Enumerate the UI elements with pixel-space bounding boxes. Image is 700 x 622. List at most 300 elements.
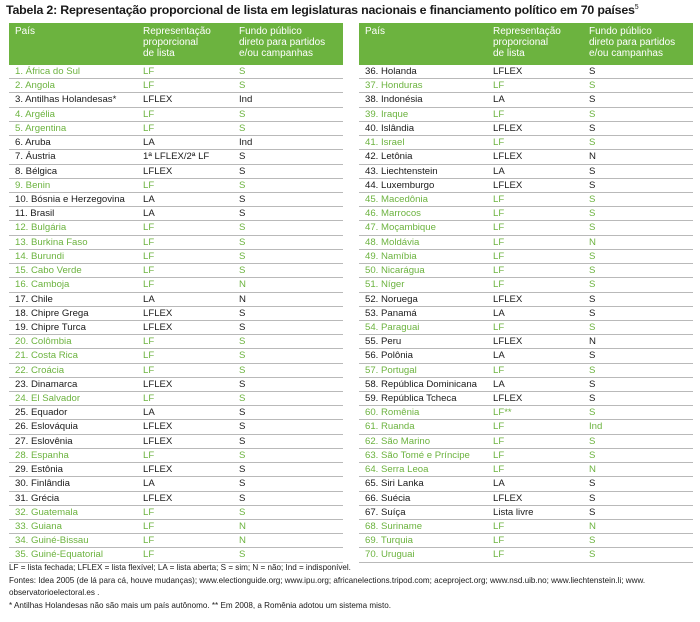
table-row (9, 236, 343, 250)
public-fund-cell: S (239, 549, 246, 561)
representation-cell: LF (493, 279, 505, 291)
sources-note-line2: observatorioelectoral.es . (9, 588, 100, 598)
table-row (359, 548, 693, 562)
table-row (359, 136, 693, 150)
title-footnote-marker: 5 (634, 4, 639, 11)
public-fund-cell: S (239, 407, 246, 419)
country-cell: 43. Liechtenstein (365, 165, 438, 177)
public-fund-cell: S (589, 378, 596, 390)
table-row (359, 65, 693, 79)
country-cell: 17. Chile (15, 293, 53, 305)
public-fund-cell: S (239, 378, 246, 390)
table-row (9, 93, 343, 107)
country-cell: 7. Áustria (15, 151, 56, 163)
table-row (359, 165, 693, 179)
table-row (9, 79, 343, 93)
representation-cell: LF (143, 265, 155, 277)
header-representation (137, 23, 233, 65)
table-title-text: Tabela 2: Representação proporcional de lista em legislaturas nacionais e financiamento político em 70 países (6, 3, 635, 17)
representation-cell: LF (143, 535, 155, 547)
representation-cell: LA (143, 407, 155, 419)
representation-cell: LF (143, 250, 155, 262)
header-representation (487, 23, 583, 65)
public-fund-cell: S (239, 265, 246, 277)
representation-cell: Lista livre (493, 506, 534, 518)
country-cell: 50. Nicarágua (365, 265, 425, 277)
public-fund-cell: S (589, 66, 596, 77)
public-fund-cell: S (589, 506, 596, 518)
header-fund-line2: direto para partidos (239, 37, 326, 48)
table-row (9, 321, 343, 335)
country-cell: 44. Luxemburgo (365, 179, 435, 191)
country-cell: 29. Estônia (15, 464, 64, 476)
public-fund-cell: S (239, 393, 246, 405)
table-row (359, 221, 693, 235)
country-cell: 66. Suécia (365, 492, 411, 504)
representation-cell: LF (143, 279, 155, 291)
table-row (9, 179, 343, 193)
public-fund-cell: S (589, 250, 596, 262)
header-fund-line2: direto para partidos (589, 37, 676, 48)
representation-cell: LF (493, 236, 505, 248)
table-row (9, 378, 343, 392)
representation-cell: LF (143, 80, 155, 92)
table-row (359, 236, 693, 250)
public-fund-cell: S (589, 449, 596, 461)
representation-cell: LF (143, 506, 155, 518)
sources-note-line1: Fontes: Idea 2005 (de lá para cá, houve mudanças); www.electionguide.org; www.ipu.org; africanelections.tripod.com; aceproject.org; www.nsd.uib.no; www.liechtenstein.li; www. (9, 575, 646, 585)
table-row (9, 65, 343, 79)
representation-cell: LF (493, 321, 505, 333)
table-row (359, 150, 693, 164)
table-notes (9, 562, 699, 612)
public-fund-cell: S (589, 435, 596, 447)
table-header-left (9, 23, 343, 65)
table-row (9, 364, 343, 378)
representation-cell: LF (143, 521, 155, 532)
public-fund-cell: S (589, 364, 596, 376)
country-cell: 15. Cabo Verde (15, 265, 82, 277)
table-row (9, 420, 343, 434)
header-representation-line2: proporcional (493, 37, 549, 48)
representation-cell: LFLEX (143, 435, 173, 447)
country-cell: 38. Indonésia (365, 94, 423, 106)
public-fund-cell: S (239, 66, 246, 77)
public-fund-cell: S (589, 535, 596, 547)
country-cell: 60. Romênia (365, 407, 420, 419)
header-fund-line3: e/ou campanhas (589, 48, 663, 59)
representation-cell: LA (493, 307, 505, 319)
public-fund-cell: S (589, 137, 596, 149)
representation-cell: LF (143, 122, 155, 134)
representation-cell: LFLEX (493, 492, 523, 504)
country-cell: 49. Namíbia (365, 250, 417, 262)
public-fund-cell: S (589, 307, 596, 319)
representation-cell: LF (143, 179, 155, 191)
country-cell: 2. Angola (15, 80, 56, 92)
table-row (359, 278, 693, 292)
public-fund-cell: S (589, 122, 596, 134)
table-body-right (359, 65, 693, 563)
table-row (359, 477, 693, 491)
public-fund-cell: S (589, 478, 596, 490)
table-row (9, 435, 343, 449)
representation-cell: LF (493, 521, 505, 532)
representation-cell: LA (143, 137, 155, 149)
representation-cell: LF (493, 80, 505, 92)
country-cell: 47. Moçambique (365, 222, 436, 234)
country-cell: 9. Benin (15, 179, 51, 191)
public-fund-cell: S (589, 492, 596, 504)
public-fund-cell: S (239, 307, 246, 319)
public-fund-cell: S (239, 336, 246, 348)
public-fund-cell: S (239, 165, 246, 177)
table-row (359, 93, 693, 107)
country-cell: 3. Antilhas Holandesas* (15, 94, 117, 106)
table-row (9, 477, 343, 491)
representation-cell: LA (493, 478, 505, 490)
public-fund-cell: N (589, 236, 596, 248)
table-row (359, 349, 693, 363)
table-row (9, 165, 343, 179)
country-cell: 40. Islândia (365, 122, 415, 134)
public-fund-cell: S (239, 80, 246, 92)
public-fund-cell: S (589, 293, 596, 305)
legend-note: LF = lista fechada; LFLEX = lista flexível; LA = lista aberta; S = sim; N = não; Ind = indisponível. (9, 563, 351, 572)
table-row (9, 534, 343, 548)
representation-cell: LFLEX (493, 179, 523, 191)
header-fund-line3: e/ou campanhas (239, 48, 313, 59)
public-fund-cell: S (589, 193, 596, 205)
country-cell: 65. Siri Lanka (365, 478, 424, 490)
public-fund-cell: S (239, 321, 246, 333)
country-cell: 5. Argentina (15, 122, 67, 134)
table-row (359, 179, 693, 193)
public-fund-cell: S (589, 265, 596, 277)
table-body-left (9, 65, 343, 563)
country-cell: 13. Burkina Faso (15, 236, 88, 248)
header-public-fund (233, 23, 343, 65)
public-fund-cell: S (239, 179, 246, 191)
representation-cell: LA (143, 478, 155, 490)
table-row (9, 122, 343, 136)
table-row (359, 79, 693, 93)
table-row (9, 136, 343, 150)
public-fund-cell: S (239, 122, 246, 134)
table-title (6, 3, 696, 17)
table-row (359, 463, 693, 477)
representation-cell: LFLEX (143, 321, 173, 333)
representation-cell: LFLEX (493, 336, 523, 348)
country-cell: 68. Suriname (365, 521, 423, 532)
representation-cell: LF (493, 421, 505, 433)
table-row (9, 392, 343, 406)
public-fund-cell: S (589, 321, 596, 333)
country-cell: 21. Costa Rica (15, 350, 78, 362)
header-country: País (365, 26, 386, 37)
representation-cell: LFLEX (143, 165, 173, 177)
table-row (359, 122, 693, 136)
table-row (359, 364, 693, 378)
public-fund-cell: S (239, 478, 246, 490)
country-cell: 10. Bósnia e Herzegovina (15, 193, 125, 205)
header-representation-line1: Representação (143, 26, 211, 37)
representation-cell: LA (493, 378, 505, 390)
country-cell: 59. República Tcheca (365, 393, 457, 405)
table-row (359, 307, 693, 321)
table-row (9, 449, 343, 463)
country-cell: 4. Argélia (15, 108, 56, 120)
country-cell: 48. Moldávia (365, 236, 420, 248)
country-cell: 22. Croácia (15, 364, 65, 376)
table-right (359, 23, 693, 563)
public-fund-cell: S (589, 350, 596, 362)
representation-cell: LF (493, 364, 505, 376)
representation-cell: LFLEX (143, 94, 173, 106)
public-fund-cell: S (589, 208, 596, 220)
table-row (359, 520, 693, 534)
public-fund-cell: S (589, 94, 596, 106)
representation-cell: LF (493, 137, 505, 149)
representation-cell: LFLEX (143, 378, 173, 390)
country-cell: 14. Burundi (15, 250, 65, 262)
table-row (359, 392, 693, 406)
public-fund-cell: N (239, 521, 246, 532)
representation-cell: LA (493, 94, 505, 106)
table-row (9, 293, 343, 307)
public-fund-cell: N (589, 521, 596, 532)
representation-cell: LF (143, 66, 155, 77)
country-cell: 58. República Dominicana (365, 378, 477, 390)
table-row (9, 520, 343, 534)
representation-cell: LF (143, 364, 155, 376)
representation-cell: 1ª LFLEX/2ª LF (143, 151, 210, 163)
public-fund-cell: S (589, 407, 596, 419)
table-row (359, 406, 693, 420)
representation-cell: LFLEX (493, 293, 523, 305)
public-fund-cell: Ind (589, 421, 603, 433)
country-cell: 54. Paraguai (365, 321, 420, 333)
table-row (359, 378, 693, 392)
country-cell: 8. Bélgica (15, 165, 58, 177)
country-cell: 53. Panamá (365, 307, 417, 319)
table-row (359, 449, 693, 463)
country-cell: 26. Eslováquia (15, 421, 78, 433)
country-cell: 36. Holanda (365, 66, 417, 77)
header-representation-line3: de lista (143, 48, 175, 59)
country-cell: 42. Letônia (365, 151, 413, 163)
country-cell: 69. Turquia (365, 535, 414, 547)
representation-cell: LF (143, 549, 155, 561)
public-fund-cell: Ind (239, 137, 253, 149)
country-cell: 33. Guiana (15, 521, 62, 532)
public-fund-cell: N (239, 279, 246, 291)
public-fund-cell: S (239, 492, 246, 504)
header-public-fund (583, 23, 693, 65)
public-fund-cell: S (239, 350, 246, 362)
public-fund-cell: S (239, 506, 246, 518)
table-row (9, 278, 343, 292)
representation-cell: LF (493, 464, 505, 476)
table-row (9, 193, 343, 207)
country-cell: 16. Camboja (15, 279, 70, 291)
table-header-right (359, 23, 693, 65)
table-row (9, 108, 343, 122)
country-cell: 55. Peru (365, 336, 402, 348)
country-cell: 63. São Tomé e Príncipe (365, 449, 470, 461)
representation-cell: LF (493, 549, 505, 561)
country-cell: 32. Guatemala (15, 506, 78, 518)
representation-cell: LFLEX (493, 393, 523, 405)
public-fund-cell: S (589, 165, 596, 177)
representation-cell: LA (143, 193, 155, 205)
header-fund-line1: Fundo público (589, 26, 652, 37)
country-cell: 37. Honduras (365, 80, 423, 92)
representation-cell: LF (493, 535, 505, 547)
representation-cell: LA (493, 165, 505, 177)
representation-cell: LFLEX (493, 151, 523, 163)
country-cell: 56. Polônia (365, 350, 414, 362)
public-fund-cell: N (589, 464, 596, 476)
country-cell: 25. Equador (15, 407, 68, 419)
public-fund-cell: N (589, 151, 596, 163)
table-row (9, 406, 343, 420)
table-row (9, 463, 343, 477)
country-cell: 11. Brasil (15, 208, 55, 220)
table-row (9, 548, 343, 562)
header-representation-line3: de lista (493, 48, 525, 59)
public-fund-cell: S (239, 151, 246, 163)
representation-cell: LF (143, 449, 155, 461)
representation-cell: LF (493, 250, 505, 262)
table-row (359, 264, 693, 278)
representation-cell: LFLEX (143, 492, 173, 504)
table-row (359, 108, 693, 122)
table-row (9, 207, 343, 221)
public-fund-cell: S (589, 80, 596, 92)
table-row (9, 150, 343, 164)
representation-cell: LF (493, 108, 505, 120)
header-country: País (15, 26, 36, 37)
country-cell: 52. Noruega (365, 293, 418, 305)
public-fund-cell: S (239, 208, 246, 220)
public-fund-cell: S (589, 393, 596, 405)
public-fund-cell: S (239, 108, 246, 120)
representation-cell: LA (143, 293, 155, 305)
table-row (359, 420, 693, 434)
table-left (9, 23, 343, 563)
public-fund-cell: S (239, 364, 246, 376)
representation-cell: LFLEX (493, 66, 523, 77)
country-cell: 20. Colômbia (15, 336, 72, 348)
country-cell: 61. Ruanda (365, 421, 415, 433)
table-row (9, 221, 343, 235)
table-row (9, 349, 343, 363)
representation-cell: LA (143, 208, 155, 220)
table-row (359, 335, 693, 349)
representation-cell: LF (143, 393, 155, 405)
public-fund-cell: Ind (239, 94, 253, 106)
representation-cell: LF (143, 222, 155, 234)
table-row (359, 435, 693, 449)
country-cell: 27. Eslovênia (15, 435, 73, 447)
public-fund-cell: S (589, 549, 596, 561)
country-cell: 64. Serra Leoa (365, 464, 429, 476)
public-fund-cell: S (589, 222, 596, 234)
representation-cell: LF (143, 108, 155, 120)
country-cell: 45. Macedônia (365, 193, 428, 205)
country-cell: 41. Israel (365, 137, 405, 149)
country-cell: 57. Portugal (365, 364, 417, 376)
public-fund-cell: S (589, 279, 596, 291)
representation-cell: LFLEX (493, 122, 523, 134)
header-representation-line2: proporcional (143, 37, 199, 48)
table-row (359, 193, 693, 207)
public-fund-cell: S (239, 236, 246, 248)
public-fund-cell: S (239, 421, 246, 433)
country-cell: 6. Aruba (15, 137, 51, 149)
table-row (9, 250, 343, 264)
public-fund-cell: N (239, 293, 246, 305)
country-cell: 34. Guiné-Bissau (15, 535, 89, 547)
representation-cell: LA (493, 350, 505, 362)
public-fund-cell: S (239, 222, 246, 234)
country-cell: 30. Finlândia (15, 478, 70, 490)
table-row (359, 250, 693, 264)
public-fund-cell: S (239, 449, 246, 461)
country-cell: 23. Dinamarca (15, 378, 78, 390)
representation-cell: LF** (493, 407, 512, 419)
representation-cell: LF (143, 336, 155, 348)
table-row (9, 335, 343, 349)
representation-cell: LF (493, 435, 505, 447)
public-fund-cell: S (239, 250, 246, 262)
country-cell: 35. Guiné-Equatorial (15, 549, 103, 561)
country-cell: 39. Iraque (365, 108, 409, 120)
country-cell: 19. Chipre Turca (15, 321, 86, 333)
table-row (9, 307, 343, 321)
country-cell: 12. Bulgária (15, 222, 67, 234)
public-fund-cell: S (239, 435, 246, 447)
table-row (9, 492, 343, 506)
country-cell: 67. Suíça (365, 506, 406, 518)
country-cell: 1. África do Sul (15, 66, 81, 77)
representation-cell: LF (493, 222, 505, 234)
representation-cell: LF (493, 449, 505, 461)
country-cell: 46. Marrocos (365, 208, 421, 220)
representation-cell: LF (143, 350, 155, 362)
table-row (9, 264, 343, 278)
country-cell: 24. El Salvador (15, 393, 81, 405)
country-cell: 31. Grécia (15, 492, 60, 504)
representation-cell: LFLEX (143, 307, 173, 319)
country-cell: 70. Uruguai (365, 549, 415, 561)
country-cell: 18. Chipre Grega (15, 307, 89, 319)
public-fund-cell: S (589, 179, 596, 191)
representation-cell: LF (493, 265, 505, 277)
table-row (359, 492, 693, 506)
footnote: * Antilhas Holandesas não são mais um país autônomo. ** Em 2008, a Romênia adotou um sistema misto. (9, 600, 391, 610)
header-representation-line1: Representação (493, 26, 561, 37)
public-fund-cell: S (239, 193, 246, 205)
country-cell: 51. Níger (365, 279, 405, 291)
table-row (359, 321, 693, 335)
table-row (9, 506, 343, 520)
representation-cell: LF (143, 236, 155, 248)
header-fund-line1: Fundo público (239, 26, 302, 37)
public-fund-cell: N (589, 336, 596, 348)
table-row (359, 534, 693, 548)
